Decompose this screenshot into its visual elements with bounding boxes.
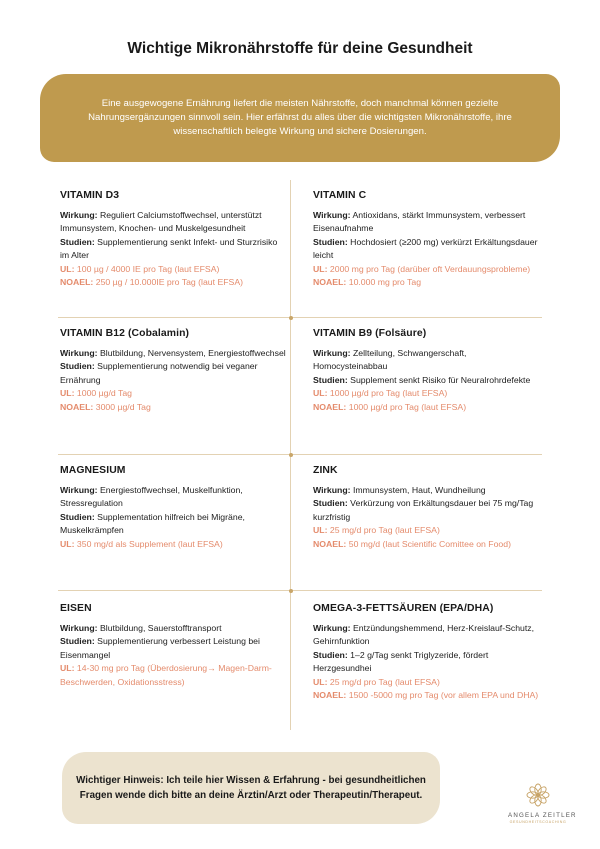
nutrient-ul: UL: 350 mg/d als Supplement (laut EFSA) (60, 538, 223, 549)
nutrient-card-eisen (60, 603, 288, 689)
nutrient-noael: NOAEL: 1000 µg/d pro Tag (laut EFSA) (313, 401, 467, 412)
nutrient-ul: UL: 25 mg/d pro Tag (laut EFSA) (313, 676, 440, 687)
nutrient-ul: UL: 2000 mg pro Tag (darüber oft Verdauungsprobleme) (313, 263, 531, 274)
nutrient-noael: NOAEL: 10.000 mg pro Tag (313, 277, 422, 288)
nutrient-name: MAGNESIUM (60, 465, 126, 476)
nutrient-ul: UL: 1000 µg/d pro Tag (laut EFSA) (313, 388, 448, 399)
nutrient-noael: NOAEL: 50 mg/d (laut Scientific Comittee on Food) (313, 538, 511, 549)
brand-name: ANGELA ZEITLER (508, 812, 577, 819)
nutrient-noael: NOAEL: 250 µg / 10.000IE pro Tag (laut EFSA) (60, 277, 244, 288)
nutrient-name: VITAMIN B9 (Folsäure) (313, 328, 427, 339)
nutrient-ul: UL: 1000 µg/d Tag (60, 388, 132, 399)
nutrient-name: VITAMIN B12 (Cobalamin) (60, 328, 190, 339)
nutrient-effect: Wirkung: Reguliert Calciumstoffwechsel, unterstützt Immunsystem, Knochen- und Muskelgesundheit (60, 210, 262, 234)
nutrient-effect: Wirkung: Energiestoffwechsel, Muskelfunktion, Stressregulation (60, 485, 243, 509)
nutrient-studies: Studien: Supplementierung senkt Infekt- und Sturzrisiko im Alter (60, 236, 278, 261)
nutrient-studies: Studien: Verkürzung von Erkältungsdauer bei 75 mg/Tag kurzfristig (313, 498, 534, 522)
disclaimer-box (62, 752, 440, 824)
nutrient-card-vitamin-d3 (60, 190, 288, 289)
nutrient-card-vitamin-b9 (313, 328, 541, 414)
nutrient-name: EISEN (60, 603, 92, 614)
intro-banner (40, 74, 560, 162)
nutrient-noael: NOAEL: 3000 µg/d Tag (60, 401, 151, 412)
nutrient-card-vitamin-c (313, 190, 541, 289)
grid-divider-horizontal (58, 317, 542, 318)
disclaimer-text: Wichtiger Hinweis: Ich teile hier Wissen & Erfahrung - bei gesundheitlichen Fragen wende dich bitte an deine Ärztin/Arzt oder Therapeutin/Therapeut. (76, 775, 426, 801)
nutrient-studies: Studien: 1–2 g/Tag senkt Triglyzeride, fördert Herzgesundhei (313, 649, 489, 674)
brand-logo (508, 780, 577, 824)
grid-divider-horizontal (58, 590, 542, 591)
nutrient-effect: Wirkung: Zellteilung, Schwangerschaft, Homocysteinabbau (313, 348, 467, 372)
page-title: Wichtige Mikronährstoffe für deine Gesundheit (127, 40, 473, 57)
nutrient-card-zink (313, 465, 541, 551)
nutrient-effect: Wirkung: Antioxidans, stärkt Immunsystem, verbessert Eisenaufnahme (313, 210, 526, 234)
nutrient-studies: Studien: Supplementation hilfreich bei Migräne, Muskelkrämpfen (60, 511, 245, 536)
nutrient-studies: Studien: Supplementierung notwendig bei veganer Ernährung (60, 361, 258, 385)
nutrient-effect: Wirkung: Immunsystem, Haut, Wundheilung (313, 485, 486, 495)
nutrient-ul: UL: 100 µg / 4000 IE pro Tag (laut EFSA) (60, 263, 220, 274)
nutrient-effect: Wirkung: Entzündungshemmend, Herz-Kreislauf-Schutz, Gehirnfunktion (313, 623, 535, 647)
nutrient-ul: UL: 25 mg/d pro Tag (laut EFSA) (313, 525, 440, 536)
intro-text: Eine ausgewogene Ernährung liefert die meisten Nährstoffe, doch manchmal können gezielte Nahrungsergänzungen sinnvoll sein. Hier erfährst du alles über die wichtigsten Mikronährstoffe, ihre wissenschaftlich belegte Wirkung und sichere Dosierungen. (88, 98, 512, 137)
nutrient-effect: Wirkung: Blutbildung, Nervensystem, Energiestoffwechsel (60, 348, 286, 358)
grid-dot (289, 589, 293, 593)
nutrient-name: ZINK (313, 465, 338, 476)
nutrient-ul: UL: 14-30 mg pro Tag (Überdosierung→ Magen-Darm-Beschwerden, Oxidationsstress) (60, 663, 272, 687)
grid-divider-horizontal (58, 454, 542, 455)
grid-dot (289, 453, 293, 457)
flower-icon (523, 780, 553, 810)
nutrient-name: OMEGA-3-FETTSÄUREN (EPA/DHA) (313, 603, 494, 614)
nutrient-studies: Studien: Supplement senkt Risiko für Neuralrohrdefekte (313, 374, 531, 385)
nutrient-card-vitamin-b12 (60, 328, 288, 414)
nutrient-noael: NOAEL: 1500 -5000 mg pro Tag (vor allem EPA und DHA) (313, 690, 539, 701)
grid-dot (289, 316, 293, 320)
nutrient-effect: Wirkung: Blutbildung, Sauerstofftransport (60, 623, 222, 633)
nutrient-card-omega-3 (313, 603, 541, 702)
nutrient-studies: Studien: Supplementierung verbessert Leistung bei Eisenmangel (60, 636, 260, 660)
nutrient-studies: Studien: Hochdosiert (≥200 mg) verkürzt Erkältungsdauer leicht (313, 236, 538, 261)
brand-tagline: GESUNDHEITSCOACHING (509, 820, 567, 824)
nutrient-name: VITAMIN D3 (60, 190, 120, 201)
nutrient-name: VITAMIN C (313, 190, 367, 201)
nutrient-card-magnesium (60, 465, 288, 551)
